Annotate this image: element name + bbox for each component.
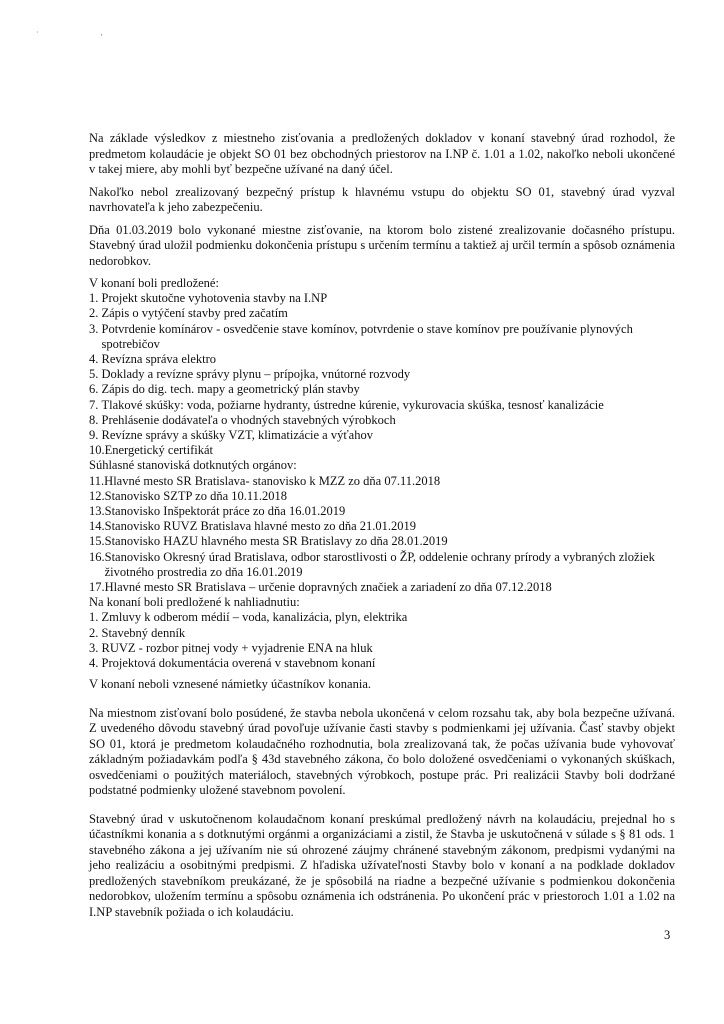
- list-item: [89, 641, 675, 656]
- list-item: [89, 580, 675, 595]
- list-item-number: 7.: [89, 397, 102, 412]
- list-item-number: 8.: [89, 412, 102, 427]
- list-heading-inspection: Na konaní boli predložené k nahliadnutiu:: [89, 595, 300, 610]
- list-item: [89, 291, 675, 306]
- list-item-number: 17.: [89, 580, 105, 595]
- list-item: [89, 550, 675, 580]
- list-item-number: 5.: [89, 367, 102, 382]
- page-number: 3: [664, 928, 671, 942]
- list-item-text: Zápis do dig. tech. mapy a geometrický plán stavby: [101, 382, 360, 397]
- list-item: [89, 443, 675, 458]
- list-item: [89, 322, 675, 352]
- list-item-text: Prehlásenie dodávateľa o vhodných stavebných výrobkoch: [101, 412, 396, 427]
- list-item-text: Hlavné mesto SR Bratislava- stanovisko k MZZ zo dňa 07.11.2018: [104, 473, 441, 488]
- list-item: [89, 367, 675, 382]
- list-item-text: Energetický certifikát: [104, 443, 214, 458]
- list-item-text: Potvrdenie komínárov - osvedčenie stave komínov, potvrdenie o stave komínov pre používanie plynových spotrebičov: [101, 321, 633, 351]
- paragraph-no-objections: V konaní neboli vznesené námietky účastníkov konania.: [89, 677, 371, 692]
- list-item: [89, 428, 675, 443]
- list-heading-submitted: V konaní boli predložené:: [89, 276, 219, 290]
- list-item-text: Stanovisko Inšpektorát práce zo dňa 16.01.2019: [104, 504, 346, 519]
- authority-statements-list: [89, 474, 675, 596]
- list-item: [89, 610, 675, 625]
- list-item-number: 14.: [89, 519, 105, 534]
- list-item-text: Projekt skutočne vyhotovenia stavby na I.NP: [101, 291, 328, 306]
- list-item-number: 10.: [89, 443, 105, 458]
- list-item-number: 15.: [89, 534, 105, 549]
- list-item-number: 12.: [89, 488, 105, 503]
- list-item-number: 3.: [89, 321, 102, 336]
- list-item-number: 2.: [89, 306, 102, 321]
- list-item-text: Stanovisko HAZU hlavného mesta SR Bratislavy zo dňa 28.01.2019: [104, 534, 448, 549]
- list-item-text: Revízne správy a skúšky VZT, klimatizácie a výťahov: [101, 428, 373, 443]
- paragraph-assessment: Na miestnom zisťovaní bolo posúdené, že stavba nebola ukončená v celom rozsahu tak, aby bola bezpečne užívaná. Z uvedeného dôvodu stavebný úrad povoľuje užívanie časti stavby s podmienkami jej užívania. Časť stavby objekt SO 01, ktorá je predmetom kolaudačného rozhodnutia, bola zrealizovaná tak, že počas užívania bude vyhovovať základným požiadavkám podľa § 43d stavebného zákona, čo bolo doložené osvedčeniami o vykonaných skúškach, osvedčeniami o použitých materiáloch, stavebných výrobkoch, postupe prác. Pri realizácii Stavby boli dodržané podstatné podmienky uložené stavebnom povolení.: [89, 705, 675, 798]
- list-item-text: Projektová dokumentácia overená v stavebnom konaní: [101, 656, 376, 671]
- list-item-text: Doklady a revízne správy plynu – prípojka, vnútorné rozvody: [101, 367, 411, 382]
- list-item: [89, 534, 675, 549]
- list-item-number: 11.: [89, 473, 105, 488]
- paragraph-site-inspection: Dňa 01.03.2019 bolo vykonané miestne zisťovanie, na ktorom bolo zistené zrealizovanie dočasného prístupu. Stavebný úrad uložil podmienku dokončenia prístupu s určením termínu a taktiež aj určil termín a spôsob oznámenia nedorobkov.: [89, 222, 675, 268]
- list-item: [89, 398, 675, 413]
- paragraph-conclusion: Stavebný úrad v uskutočnenom kolaudačnom konaní preskúmal predložený návrh na kolaudáciu, prejednal ho s účastníkmi konania a s dotknutými orgánmi a organizáciami a zistil, že Stavba je uskutočnená v súlade s § 81 ods. 1 stavebného zákona a jej užívaním nie sú ohrozené záujmy chránené stavebným zákonom, predpismi vydanými na jeho realizáciu a osobitnými predpismi. Z hľadiska užívateľnosti Stavby bolo v konaní a na podklade dokladov predložených stavebníkom preukázané, že je spôsobilá na riadne a bezpečné užívanie s podmienkou dokončenia nedorobkov, uložením termínu a spôsobu oznámenia ich odstránenia. Po ukončení prác v priestoroch 1.01 a 1.02 na I.NP stavebník požiada o ich kolaudáciu.: [89, 811, 675, 919]
- list-item-number: 4.: [89, 656, 102, 671]
- list-item-number: 16.: [89, 549, 105, 564]
- list-item-text: Stanovisko RUVZ Bratislava hlavné mesto zo dňa 21.01.2019: [104, 519, 417, 534]
- list-item: [89, 656, 675, 671]
- list-heading-statements: Súhlasné stanoviská dotknutých orgánov:: [89, 458, 297, 473]
- list-item-text: Zmluvy k odberom médií – voda, kanalizácia, plyn, elektrika: [101, 610, 408, 625]
- list-item: [89, 474, 675, 489]
- inspection-documents-list: [89, 610, 675, 671]
- list-item-number: 2.: [89, 625, 102, 640]
- list-item: [89, 519, 675, 534]
- list-item-text: Stanovisko Okresný úrad Bratislava, odbor starostlivosti o ŽP, oddelenie ochrany prírody a vybraných zložiek životného prostredia zo dňa 16.01.2019: [104, 549, 655, 579]
- list-item: [89, 626, 675, 641]
- list-item-text: Hlavné mesto SR Bratislava – určenie dopravných značiek a zariadení zo dňa 07.12.2018: [104, 580, 552, 595]
- list-item-number: 13.: [89, 504, 105, 519]
- scan-marks: · ,: [36, 28, 133, 37]
- submitted-documents-list: [89, 291, 675, 458]
- list-item-number: 4.: [89, 352, 102, 367]
- list-item: [89, 352, 675, 367]
- list-item-number: 9.: [89, 428, 102, 443]
- paragraph-kolaudacia-scope: Na základe výsledkov z miestneho zisťovania a predložených dokladov v konaní stavebný úrad rozhodol, že predmetom kolaudácie je objekt SO 01 bez obchodných priestorov na I.NP č. 1.01 a 1.02, nakoľko neboli ukončené v takej miere, aby mohli byť bezpečne užívané na daný účel.: [89, 131, 675, 176]
- list-item-text: Stavebný denník: [101, 625, 186, 640]
- list-item-text: Stanovisko SZTP zo dňa 10.11.2018: [104, 488, 288, 503]
- list-item-number: 1.: [89, 610, 102, 625]
- list-item-text: RUVZ - rozbor pitnej vody + vyjadrenie ENA na hluk: [101, 640, 373, 655]
- list-item: [89, 306, 675, 321]
- list-item-text: Zápis o vytýčení stavby pred začatím: [101, 306, 288, 321]
- list-item-number: 3.: [89, 640, 102, 655]
- list-item: [89, 504, 675, 519]
- paragraph-access: Nakoľko nebol zrealizovaný bezpečný prístup k hlavnému vstupu do objektu SO 01, stavebný úrad vyzval navrhovateľa k jeho zabezpečeniu.: [89, 184, 675, 214]
- list-item-text: Tlakové skúšky: voda, požiarne hydranty, ústredne kúrenie, vykurovacia skúška, tesnosť kanalizácie: [101, 397, 604, 412]
- list-item-number: 1.: [89, 291, 102, 306]
- list-item-text: Revízna správa elektro: [101, 352, 217, 367]
- list-item-number: 6.: [89, 382, 102, 397]
- list-item: [89, 382, 675, 397]
- document-body: [89, 131, 675, 927]
- list-item: [89, 489, 675, 504]
- list-item: [89, 413, 675, 428]
